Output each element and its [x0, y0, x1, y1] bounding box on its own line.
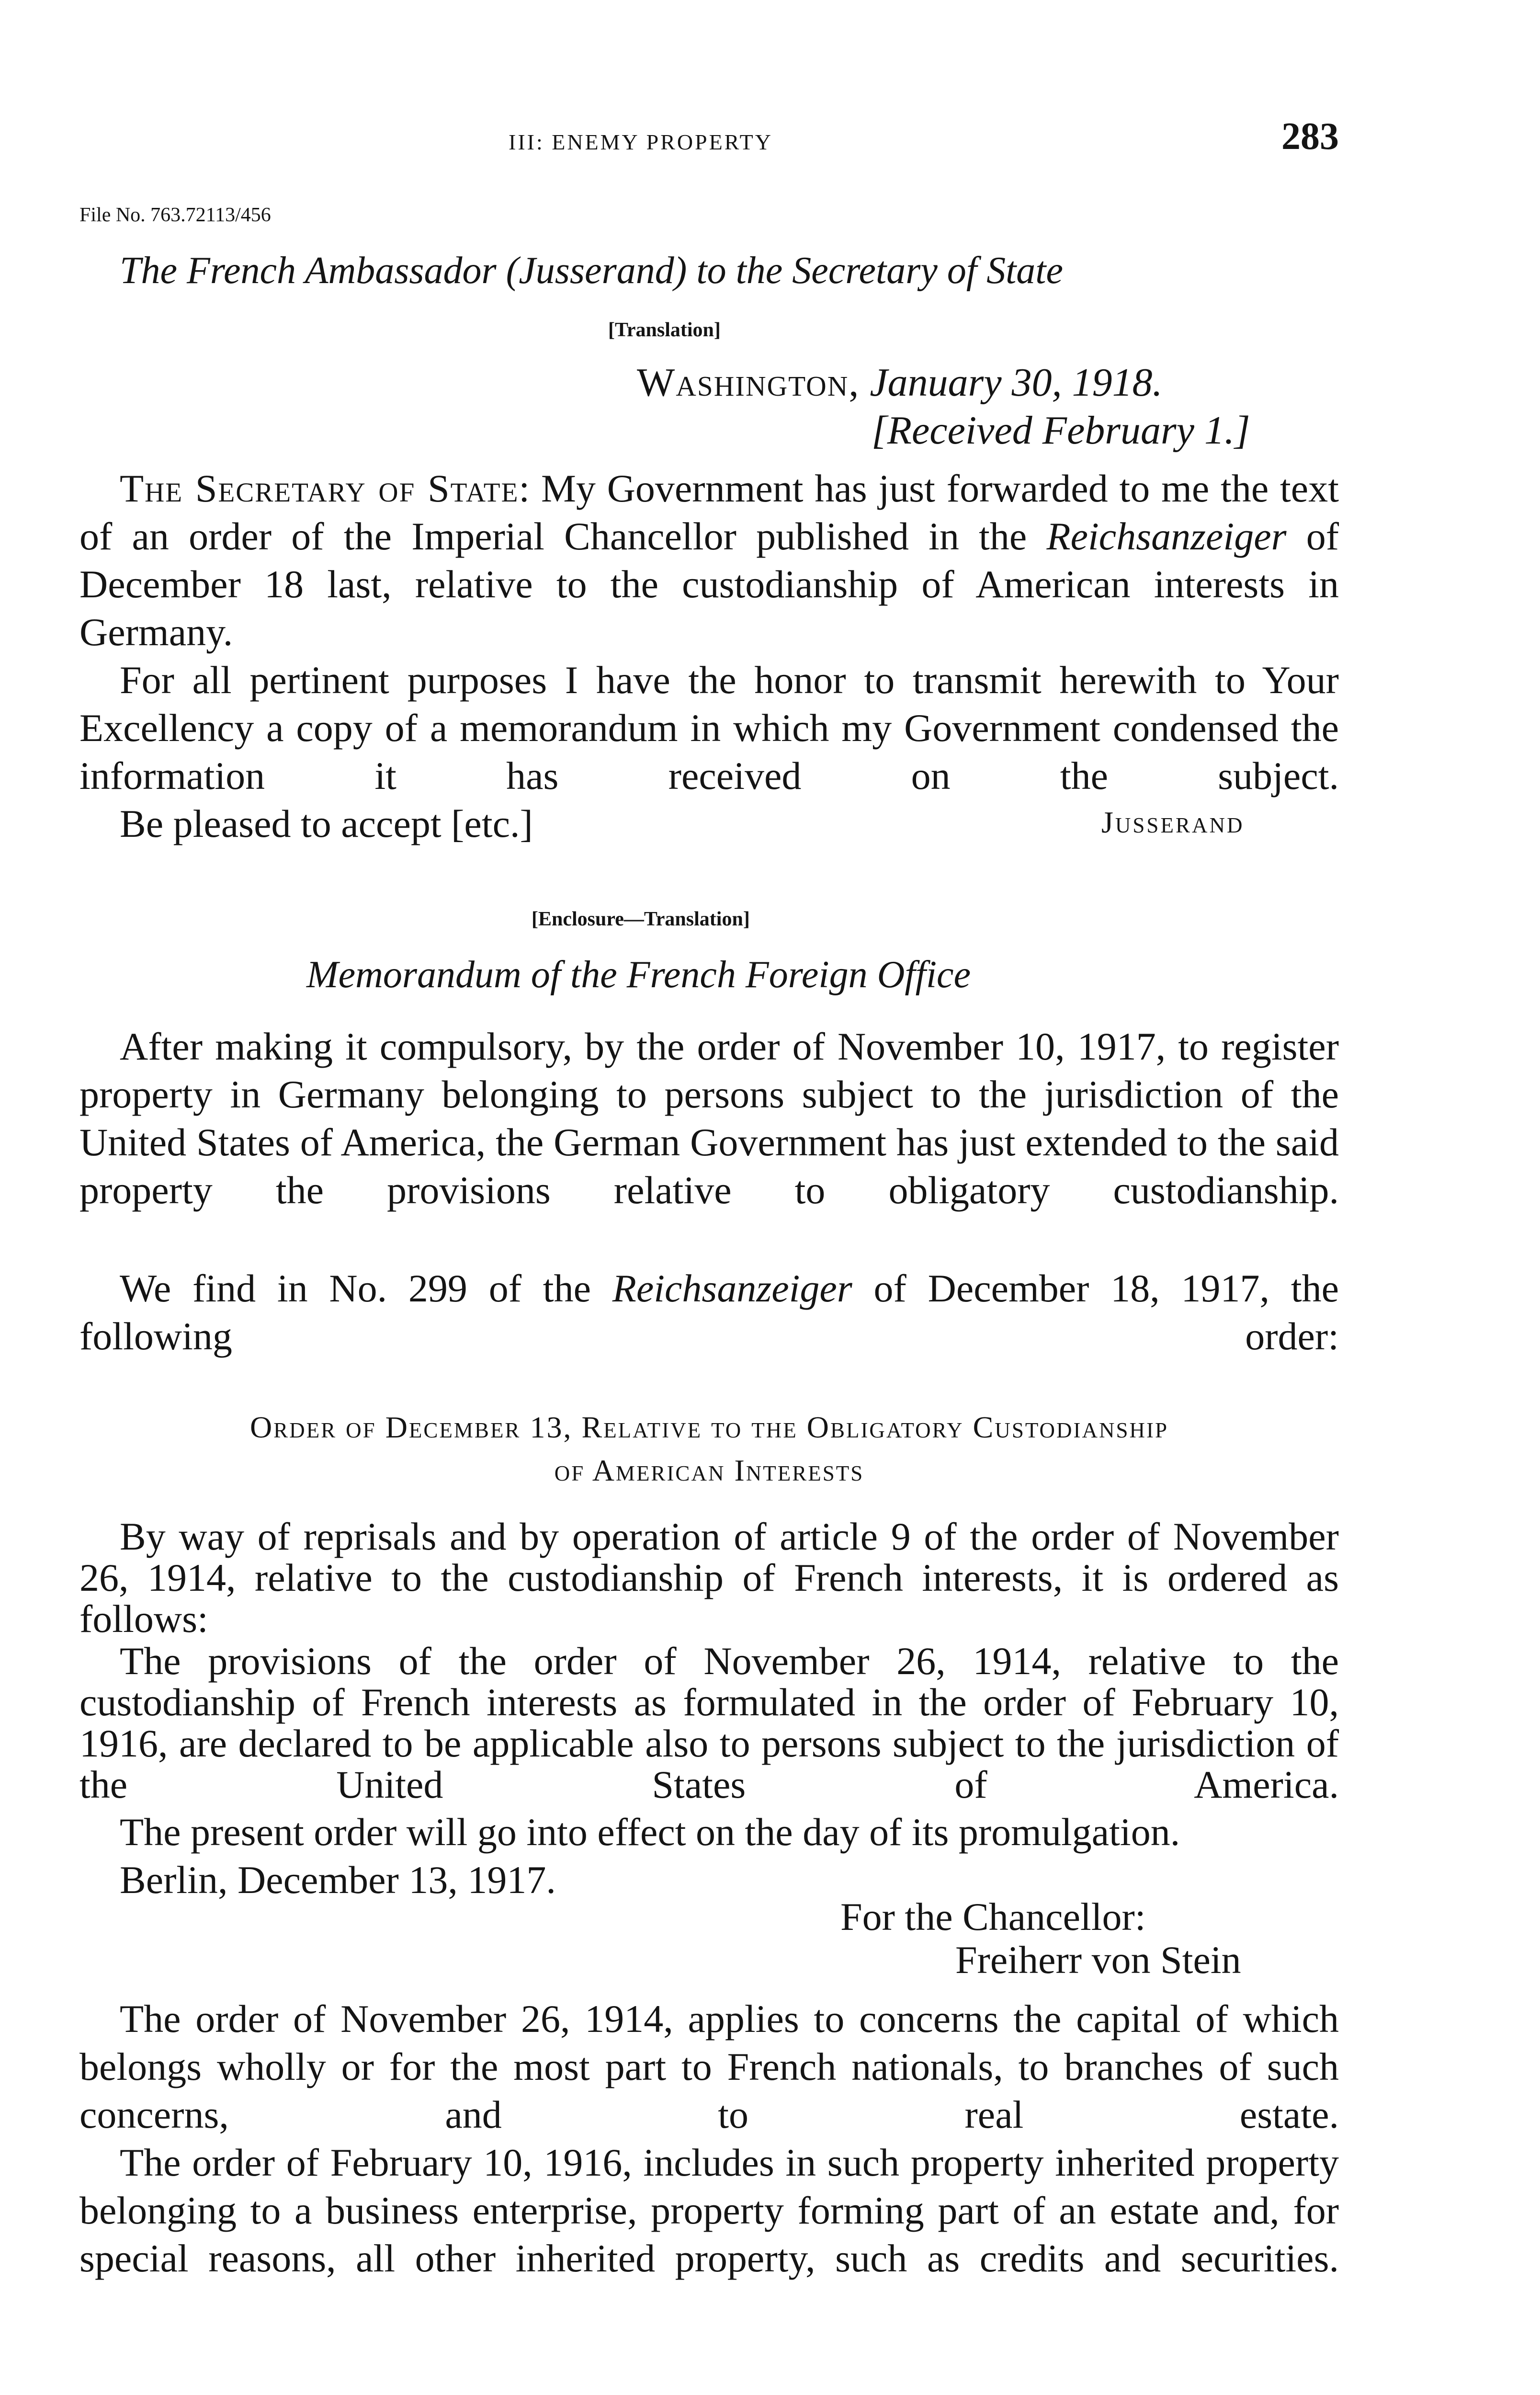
paragraph-text: of December 18 last, relative to the custodianship of American interests in Germany. — [79, 514, 1339, 654]
dateline-place: Washington, — [637, 360, 860, 405]
order-signature-line: For the Chancellor: — [840, 1895, 1146, 1939]
memo-paragraph: After making it compulsory, by the order of November 10, 1917, to register property in Germany belonging to persons subject to the jurisdiction of the United States of America, the German Government has just extended to the said property the provisions relative to obligatory custodianship. — [79, 1025, 1339, 1212]
paragraph-text: of December 18, 1917, the following order: — [79, 1266, 1339, 1358]
salutation: The Secretary of State — [120, 467, 519, 510]
order-title-line: Order of December 13, Relative to the Obligatory Custodianship — [249, 1410, 1169, 1444]
paragraph-text: We find in No. 299 of the — [120, 1266, 591, 1310]
dateline — [637, 359, 1163, 406]
newspaper-name: Reichsanzeiger — [612, 1266, 852, 1310]
memo-paragraph — [79, 1265, 1339, 1360]
order-signature-name: Freiherr von Stein — [955, 1938, 1241, 1982]
running-head: III: ENEMY PROPERTY — [509, 130, 773, 154]
order-paragraph: The present order will go into effect on the day of its promulgation. — [120, 1810, 1180, 1854]
order-title — [79, 1406, 1339, 1492]
memorandum-title: Memorandum of the French Foreign Office — [306, 954, 971, 996]
signature: Jusserand — [1101, 805, 1245, 839]
order-place-date: Berlin, December 13, 1917. — [120, 1858, 556, 1902]
memo-paragraph: The order of February 10, 1916, includes in such property inherited property belonging to a business enterprise, property forming part of an estate and, for special reasons, all other inherited property, such as credits and securities. — [79, 2141, 1339, 2280]
page-number: 283 — [1281, 115, 1339, 158]
document-title: The French Ambassador (Jusserand) to the Secretary of State — [120, 250, 1064, 292]
letter-paragraph: For all pertinent purposes I have the honor to transmit herewith to Your Excellency a copy of a memorandum in which my Government condensed the information it has received on the subject. — [79, 658, 1339, 798]
memo-paragraph: The order of November 26, 1914, applies to concerns the capital of which belongs wholly or for the most part to French nationals, to branches of such concerns, and to real estate. — [79, 1997, 1339, 2136]
received-date: [Received February 1.] — [872, 408, 1250, 453]
order-paragraph: The provisions of the order of November 26, 1914, relative to the custodianship of French interests as formulated in the order of February 10, 1916, are declared to be applicable also to persons subject to the jurisdiction of the United States of America. — [79, 1639, 1339, 1806]
dateline-date: January 30, 1918. — [870, 360, 1163, 405]
letter-paragraph — [79, 465, 1339, 656]
translation-label: [Translation] — [608, 319, 721, 341]
newspaper-name: Reichsanzeiger — [1046, 514, 1287, 558]
closing-line: Be pleased to accept [etc.] — [120, 802, 533, 845]
paragraph-text: : My Government has just forwarded to me the text of an order of the Imperial Chancellor published in the — [79, 467, 1339, 558]
order-title-line: of American Interests — [554, 1453, 864, 1487]
file-number: File No. 763.72113/456 — [79, 204, 271, 226]
order-paragraph: By way of reprisals and by operation of article 9 of the order of November 26, 1914, relative to the custodianship of French interests, it is ordered as follows: — [79, 1515, 1339, 1641]
enclosure-label: [Enclosure—Translation] — [532, 908, 750, 930]
